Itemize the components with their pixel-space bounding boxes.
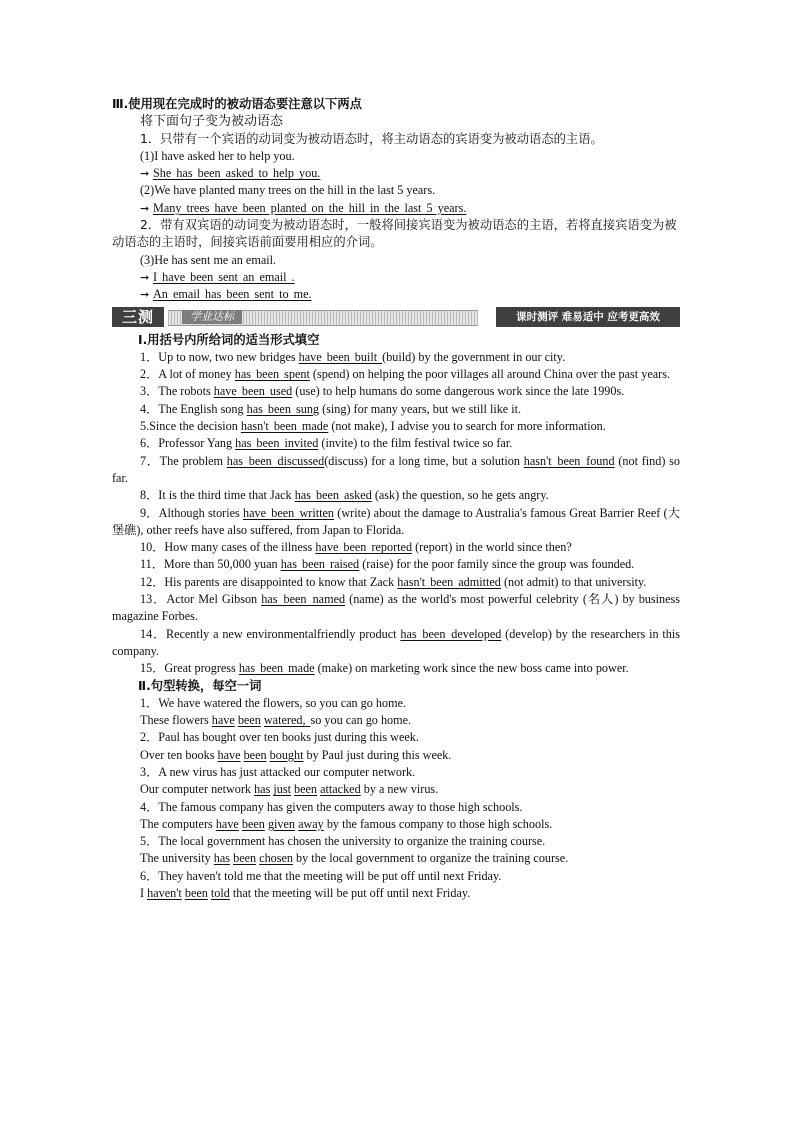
answer-blank: has been raised bbox=[280, 557, 360, 572]
answer-blank: watered, bbox=[263, 713, 311, 728]
arrow-icon: ➞ bbox=[140, 201, 150, 215]
part1-heading: Ⅰ.用括号内所给词的适当形式填空 bbox=[138, 332, 320, 347]
item-text: 9．Although stories bbox=[140, 505, 244, 520]
answer-blank: have bbox=[211, 713, 235, 728]
transform-answer bbox=[112, 747, 680, 764]
answer-blank: been bbox=[294, 782, 318, 797]
answer-blank: has been discussed bbox=[226, 453, 325, 468]
answer-blank: given bbox=[267, 816, 296, 831]
rule-paragraph: 2．带有双宾语的动词变为被动语态时，一般将间接宾语变为被动语态的主语，若将直接宾语变为被动语态的主语时，间接宾语前面要用相应的介词。 bbox=[112, 218, 677, 250]
answer-blank: bought bbox=[269, 747, 304, 762]
answer-blank: away bbox=[298, 816, 324, 831]
item-text: (name) as the world's most powerful celebrity (名人) by business magazine Forbes. bbox=[112, 592, 680, 624]
transform-answer bbox=[112, 781, 680, 798]
section-banner bbox=[112, 307, 680, 327]
banner-subtitle: 学业达标 bbox=[182, 310, 242, 324]
item-text: (use) to help humans do some dangerous work since the late 1990s. bbox=[292, 384, 625, 399]
exercise-item bbox=[112, 591, 680, 626]
exercise-item bbox=[112, 383, 680, 400]
section-intro: 将下面句子变为被动语态 bbox=[140, 114, 284, 130]
exercise-item bbox=[112, 487, 680, 504]
item-text: (not make), I advise you to search for more information. bbox=[328, 419, 606, 434]
answer-blank: have been built bbox=[298, 349, 383, 364]
item-text: (make) on marketing work since the new boss came into power. bbox=[314, 661, 629, 676]
answer-blank: chosen bbox=[259, 851, 293, 866]
part1-list bbox=[112, 349, 680, 678]
item-text: (discuss) for a long time, but a solution bbox=[324, 453, 524, 468]
answer-blank: have been written bbox=[243, 505, 335, 520]
exercise-item bbox=[112, 349, 680, 366]
item-text: 7．The problem bbox=[140, 453, 227, 468]
worksheet-content bbox=[112, 96, 680, 902]
transform-question: 6．They haven't told me that the meeting will be put off until next Friday. bbox=[140, 868, 502, 883]
answer-blank: been bbox=[243, 747, 267, 762]
answer-blank: been bbox=[237, 713, 261, 728]
item-text: 5.Since the decision bbox=[140, 419, 241, 434]
example-answer bbox=[112, 165, 680, 182]
exercise-item bbox=[112, 626, 680, 661]
answer-text: so you can go home. bbox=[310, 713, 412, 728]
answer-blank: has bbox=[254, 782, 271, 797]
exercise-item bbox=[112, 574, 680, 591]
answer-blank: just bbox=[273, 782, 291, 797]
arrow-icon: ➞ bbox=[140, 288, 150, 302]
answer-text: I have been sent an email . bbox=[153, 269, 295, 284]
banner-title: 三测 bbox=[112, 307, 164, 327]
transform-answer bbox=[112, 850, 680, 867]
answer-text: Many trees have been planted on the hill in the last 5 years. bbox=[153, 200, 467, 215]
answer-blank: hasn't been admitted bbox=[397, 574, 501, 589]
exercise-item bbox=[112, 660, 680, 677]
item-text: (invite) to the film festival twice so far. bbox=[318, 436, 513, 451]
item-text: (raise) for the poor family since the group was founded. bbox=[359, 557, 635, 572]
answer-text: by Paul just during this week. bbox=[303, 747, 452, 762]
item-text: (sing) for many years, but we still like it. bbox=[319, 401, 522, 416]
answer-blank: has bbox=[213, 851, 231, 866]
example-sentence: (2)We have planted many trees on the hill in the last 5 years. bbox=[140, 183, 436, 198]
example-answer bbox=[112, 269, 680, 286]
banner-tagline: 课时测评 难易适中 应考更高效 bbox=[496, 307, 680, 327]
item-text: 10．How many cases of the illness bbox=[140, 540, 316, 555]
exercise-item bbox=[112, 366, 680, 383]
item-text: 13．Actor Mel Gibson bbox=[140, 592, 262, 607]
item-text: (ask) the question, so he gets angry. bbox=[371, 488, 549, 503]
item-text: 15．Great progress bbox=[140, 661, 239, 676]
answer-blank: has been spent bbox=[234, 367, 310, 382]
answer-text: The university bbox=[140, 851, 214, 866]
exercise-item bbox=[112, 556, 680, 573]
answer-blank: hasn't been found bbox=[523, 453, 615, 468]
item-text: 12．His parents are disappointed to know that Zack bbox=[140, 574, 398, 589]
answer-text: that the meeting will be put off until next Friday. bbox=[229, 886, 471, 901]
answer-blank: has been asked bbox=[294, 488, 372, 503]
answer-blank: attacked bbox=[320, 782, 361, 797]
answer-blank: have bbox=[215, 816, 239, 831]
item-text: 14．Recently a new environmentalfriendly product bbox=[140, 626, 401, 641]
answer-blank: been bbox=[233, 851, 257, 866]
exercise-item bbox=[112, 401, 680, 418]
item-text: 6．Professor Yang bbox=[140, 436, 236, 451]
answer-blank: have bbox=[217, 747, 241, 762]
answer-blank: has been made bbox=[238, 661, 315, 676]
item-text: 1．Up to now, two new bridges bbox=[140, 349, 299, 364]
exercise-item bbox=[112, 453, 680, 488]
item-text: (build) by the government in our city. bbox=[382, 349, 566, 364]
answer-text: by the local government to organize the training course. bbox=[293, 851, 569, 866]
answer-text: by a new virus. bbox=[360, 782, 439, 797]
exercise-item bbox=[112, 418, 680, 435]
item-text: 4．The English song bbox=[140, 401, 247, 416]
rule-paragraph: 1．只带有一个宾语的动词变为被动语态时，将主动语态的宾语变为被动语态的主语。 bbox=[140, 131, 603, 146]
arrow-icon: ➞ bbox=[140, 270, 150, 284]
transform-question: 5．The local government has chosen the university to organize the training course. bbox=[140, 834, 546, 849]
example-sentence: (1)I have asked her to help you. bbox=[140, 148, 295, 163]
exercise-item bbox=[112, 435, 680, 452]
transform-answer bbox=[112, 712, 680, 729]
answer-blank: has been named bbox=[261, 592, 346, 607]
item-text: 8．It is the third time that Jack bbox=[140, 488, 295, 503]
answer-blank: been bbox=[184, 886, 208, 901]
item-text: 2．A lot of money bbox=[140, 367, 235, 382]
item-text: (spend) on helping the poor villages all around China over the past years. bbox=[309, 367, 670, 382]
item-text: (develop) by the researchers in this company. bbox=[112, 626, 680, 658]
answer-blank: have been reported bbox=[315, 540, 413, 555]
transform-answer bbox=[112, 816, 680, 833]
item-text: (not find) so far. bbox=[112, 453, 680, 485]
answer-text: She has been asked to help you. bbox=[153, 166, 321, 181]
answer-text: Our computer network bbox=[140, 782, 255, 797]
answer-text: I bbox=[140, 886, 148, 901]
answer-blank: haven't bbox=[147, 886, 182, 901]
example-sentence: (3)He has sent me an email. bbox=[140, 252, 277, 267]
transform-question: 3．A new virus has just attacked our computer network. bbox=[140, 764, 416, 779]
answer-blank: told bbox=[210, 886, 230, 901]
section-heading: Ⅲ.使用现在完成时的被动语态要注意以下两点 bbox=[112, 97, 362, 111]
arrow-icon: ➞ bbox=[140, 167, 150, 181]
transform-question: 1．We have watered the flowers, so you can go home. bbox=[140, 695, 407, 710]
transform-answer bbox=[112, 885, 680, 902]
answer-blank: hasn't been made bbox=[240, 419, 329, 434]
answer-blank: has been invited bbox=[235, 436, 319, 451]
exercise-item bbox=[112, 505, 680, 540]
answer-text: The computers bbox=[140, 816, 216, 831]
answer-text: These flowers bbox=[140, 713, 212, 728]
answer-text: Over ten books bbox=[140, 747, 218, 762]
answer-blank: has been sung bbox=[246, 401, 320, 416]
item-text: 3．The robots bbox=[140, 384, 214, 399]
answer-blank: has been developed bbox=[400, 626, 502, 641]
part2-list bbox=[112, 695, 680, 903]
exercise-item bbox=[112, 539, 680, 556]
item-text: 11．More than 50,000 yuan bbox=[140, 557, 281, 572]
item-text: (write) about the damage to Australia's famous Great Barrier Reef (大堡礁), other reefs have also suffered, from Japan to Florida. bbox=[112, 505, 680, 537]
answer-text: An email has been sent to me. bbox=[153, 287, 312, 302]
answer-blank: been bbox=[241, 816, 265, 831]
example-answer bbox=[112, 200, 680, 217]
part2-heading: Ⅱ.句型转换，每空一词 bbox=[138, 678, 262, 693]
transform-question: 2．Paul has bought over ten books just during this week. bbox=[140, 730, 419, 745]
item-text: (not admit) to that university. bbox=[500, 574, 647, 589]
example-answer bbox=[112, 286, 680, 303]
transform-question: 4．The famous company has given the computers away to those high schools. bbox=[140, 799, 523, 814]
answer-text: by the famous company to those high schools. bbox=[323, 816, 553, 831]
answer-blank: have been used bbox=[213, 384, 293, 399]
item-text: (report) in the world since then? bbox=[412, 540, 572, 555]
